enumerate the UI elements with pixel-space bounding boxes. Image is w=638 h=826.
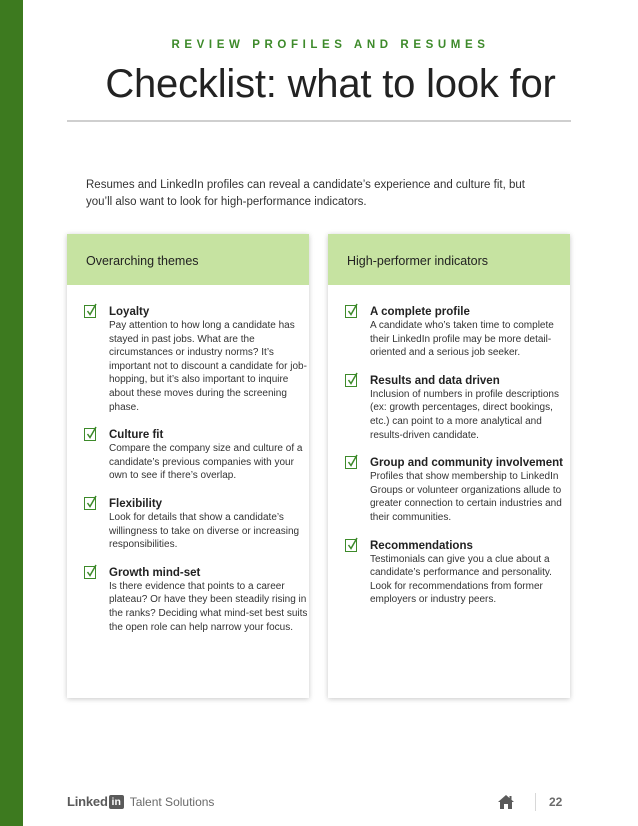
checkbox-icon	[84, 305, 96, 318]
item-description: Pay attention to how long a candidate has stayed in past jobs. What are the circumstances or industry norms? It’s important not to discount a candidate for job-hopping, but it’s also important to inquire about these moves during the screening phase.	[109, 320, 307, 413]
item-title: Culture fit	[109, 429, 164, 442]
item-title: Results and data driven	[370, 374, 500, 387]
item-description: Look for details that show a candidate’s willingness to take on diverse or increasing responsibilities.	[109, 511, 300, 551]
section-eyebrow: REVIEW PROFILES AND RESUMES	[171, 39, 490, 51]
item-description: Compare the company size and culture of a candidate’s previous companies with your own to see if there’s overlap.	[109, 443, 303, 482]
page-title: Checklist: what to look for	[105, 62, 556, 106]
logo-in-box: in	[109, 795, 124, 809]
card-heading: Overarching themes	[67, 234, 309, 285]
product-name: Talent Solutions	[129, 794, 215, 809]
item-description: Profiles that show membership to LinkedIn Groups or volunteer organizations allude to greater connection to certain industries and their communities.	[370, 471, 562, 523]
logo-wordmark: Linked	[67, 794, 108, 809]
item-description: Is there evidence that points to a career plateau? Or have they been steadily rising in the ranks? Deciding what mind-set best suits the open role can help narrow your focus.	[109, 580, 308, 633]
item-title: Recommendations	[370, 539, 473, 552]
item-title: A complete profile	[370, 306, 470, 318]
checkbox-icon	[345, 374, 357, 387]
item-title: Flexibility	[109, 497, 163, 510]
item-title: Growth mind-set	[109, 566, 201, 579]
checkbox-icon	[84, 497, 96, 510]
checkbox-icon	[345, 456, 357, 469]
item-description: Testimonials can give you a clue about a candidate’s performance and personality. Look for recommendations from former employers or industry peers.	[370, 553, 552, 606]
linkedin-talent-solutions-logo	[67, 794, 214, 809]
intro-paragraph: Resumes and LinkedIn profiles can reveal a candidate’s experience and culture fit, but you’ll also want to look for high-performance indicators.	[86, 179, 525, 208]
side-accent-bar	[0, 0, 23, 826]
checkbox-icon	[84, 428, 96, 441]
checklist-item	[67, 428, 309, 483]
home-icon[interactable]	[497, 794, 515, 810]
item-description: A candidate who’s taken time to complete their LinkedIn profile may be more detail-oriented and a serious job seeker.	[370, 320, 554, 359]
checklist-item	[328, 539, 570, 607]
checklist-item	[328, 456, 570, 524]
checklist-item	[328, 374, 570, 442]
item-title: Loyalty	[109, 306, 150, 318]
high-performer-indicators-card	[328, 234, 570, 698]
checklist-item	[67, 566, 309, 634]
footer-divider	[535, 793, 536, 811]
checkbox-icon	[345, 305, 357, 318]
checklist-item	[67, 497, 309, 552]
title-divider	[67, 120, 571, 122]
item-description: Inclusion of numbers in profile descriptions (ex: growth percentages, direct bookings, etc.) can point to a more analytical and results-driven candidate.	[370, 388, 559, 441]
item-title: Group and community involvement	[370, 457, 563, 470]
checklist-item	[328, 305, 570, 360]
overarching-themes-card	[67, 234, 309, 698]
card-heading: High-performer indicators	[328, 234, 570, 285]
page-number: 22	[549, 795, 563, 809]
checklist-item	[67, 305, 309, 414]
checkbox-icon	[84, 566, 96, 579]
checkbox-icon	[345, 539, 357, 552]
